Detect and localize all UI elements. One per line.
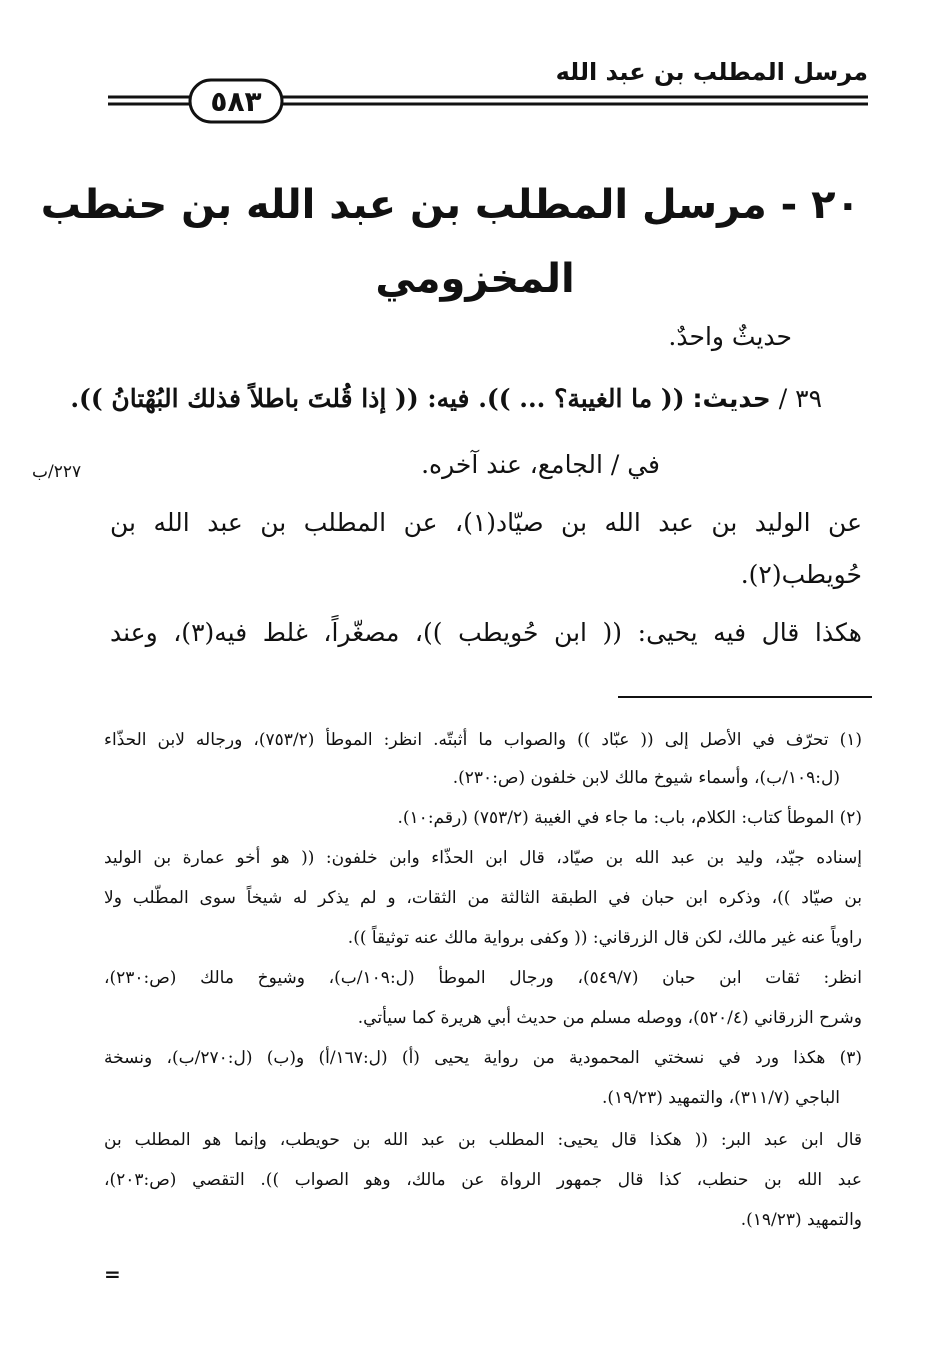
isnad-line-1: عن الوليد بن عبد الله بن صيّاد(١)، عن المطلب بن عبد الله بن bbox=[110, 508, 862, 537]
footnote-line-13: والتمهيد (١٩/٢٣). bbox=[740, 1210, 862, 1230]
hadith-text: (( ما الغيبة؟ ... )). فيه: (( إذا قُلتَ باطلاً فذلك البُهْتانُ )). bbox=[70, 384, 685, 413]
footnote-line-9: (٣) هكذا ورد في نسختي المحمودية من رواية يحيى (أ) (ل:١٦٧/أ) و(ب) (ل:٢٧٠/ب)، ونسخة bbox=[104, 1048, 862, 1068]
chapter-title-line-1: ٢٠ - مرسل المطلب بن عبد الله بن حنطب bbox=[40, 182, 860, 228]
page-number: ٥٨٣ bbox=[210, 84, 262, 118]
manuscript-folio-ref: ٢٢٧/ب bbox=[32, 462, 82, 482]
footnote-line-3: (٢) الموطأ كتاب: الكلام، باب: ما جاء في الغيبة (٧٥٣/٢) (رقم:١٠). bbox=[397, 808, 862, 828]
footnote-line-7: انظر: ثقات ابن حبان (٥٤٩/٧)، ورجال الموطأ (ل:١٠٩/ب)، وشيوخ مالك (ص:٢٣٠)، bbox=[104, 968, 863, 988]
chapter-title bbox=[40, 168, 860, 316]
footnote-line-1: (١) تحرّف في الأصل إلى (( عبّاد )) والصواب ما أثبتّه. انظر: الموطأ (٧٥٣/٢)، ورجاله لابن الحذّاء bbox=[104, 730, 862, 750]
footnote-line-12: عبد الله بن حنطب، كذا قال جمهور الرواة عن مالك، وهو الصواب )). التقصي (ص:٢٠٣)، bbox=[104, 1170, 862, 1190]
footnote-line-4: إسناده جيّد، وليد بن عبد الله بن صيّاد، قال ابن الحذّاء وابن خلفون: (( هو أخو عمارة بن الوليد bbox=[104, 848, 862, 868]
commentary-line: هكذا قال فيه يحيى: (( ابن حُويطب ))، مصغّراً، غلط فيه(٣)، وعند bbox=[110, 618, 862, 647]
footnote-line-8: وشرح الزرقاني (٥٢٠/٤)، ووصله مسلم من حديث أبي هريرة كما سيأتي. bbox=[357, 1008, 862, 1028]
running-title: مرسل المطلب بن عبد الله bbox=[555, 58, 868, 86]
hadith-number: ٣٩ / bbox=[778, 384, 822, 413]
hadith-label: حديث: bbox=[692, 384, 771, 413]
continuation-mark: = bbox=[104, 1262, 121, 1286]
footnote-line-2: (ل:١٠٩/ب)، وأسماء شيوخ مالك لابن خلفون (ص:٢٣٠). bbox=[452, 768, 840, 788]
isnad-line-2: حُويطب(٢). bbox=[740, 560, 862, 589]
footnote-separator bbox=[618, 696, 872, 698]
footnote-line-10: الباجي (٣١١/٧)، والتمهيد (١٩/٢٣). bbox=[601, 1088, 840, 1108]
footnote-line-5: بن صيّاد ))، وذكره ابن حبان في الطبقة الثالثة من الثقات، و لم يذكر له شيخاً سوى المطّلب ولا bbox=[104, 888, 862, 908]
hadith-count: حديثٌ واحدٌ. bbox=[668, 322, 792, 351]
hadith-entry bbox=[70, 384, 822, 413]
hadith-location: في / الجامع، عند آخره. bbox=[421, 450, 660, 479]
footnote-line-11: قال ابن عبد البر: (( هكذا قال يحيى: المطلب بن عبد الله بن حويطب، وإنما هو المطلب بن bbox=[104, 1130, 862, 1150]
chapter-title-line-2: المخزومي bbox=[375, 256, 575, 302]
footnote-line-6: راوياً عنه غير مالك، لكن قال الزرقاني: (( وكفى برواية مالك عنه توثيقاً )). bbox=[347, 928, 862, 948]
